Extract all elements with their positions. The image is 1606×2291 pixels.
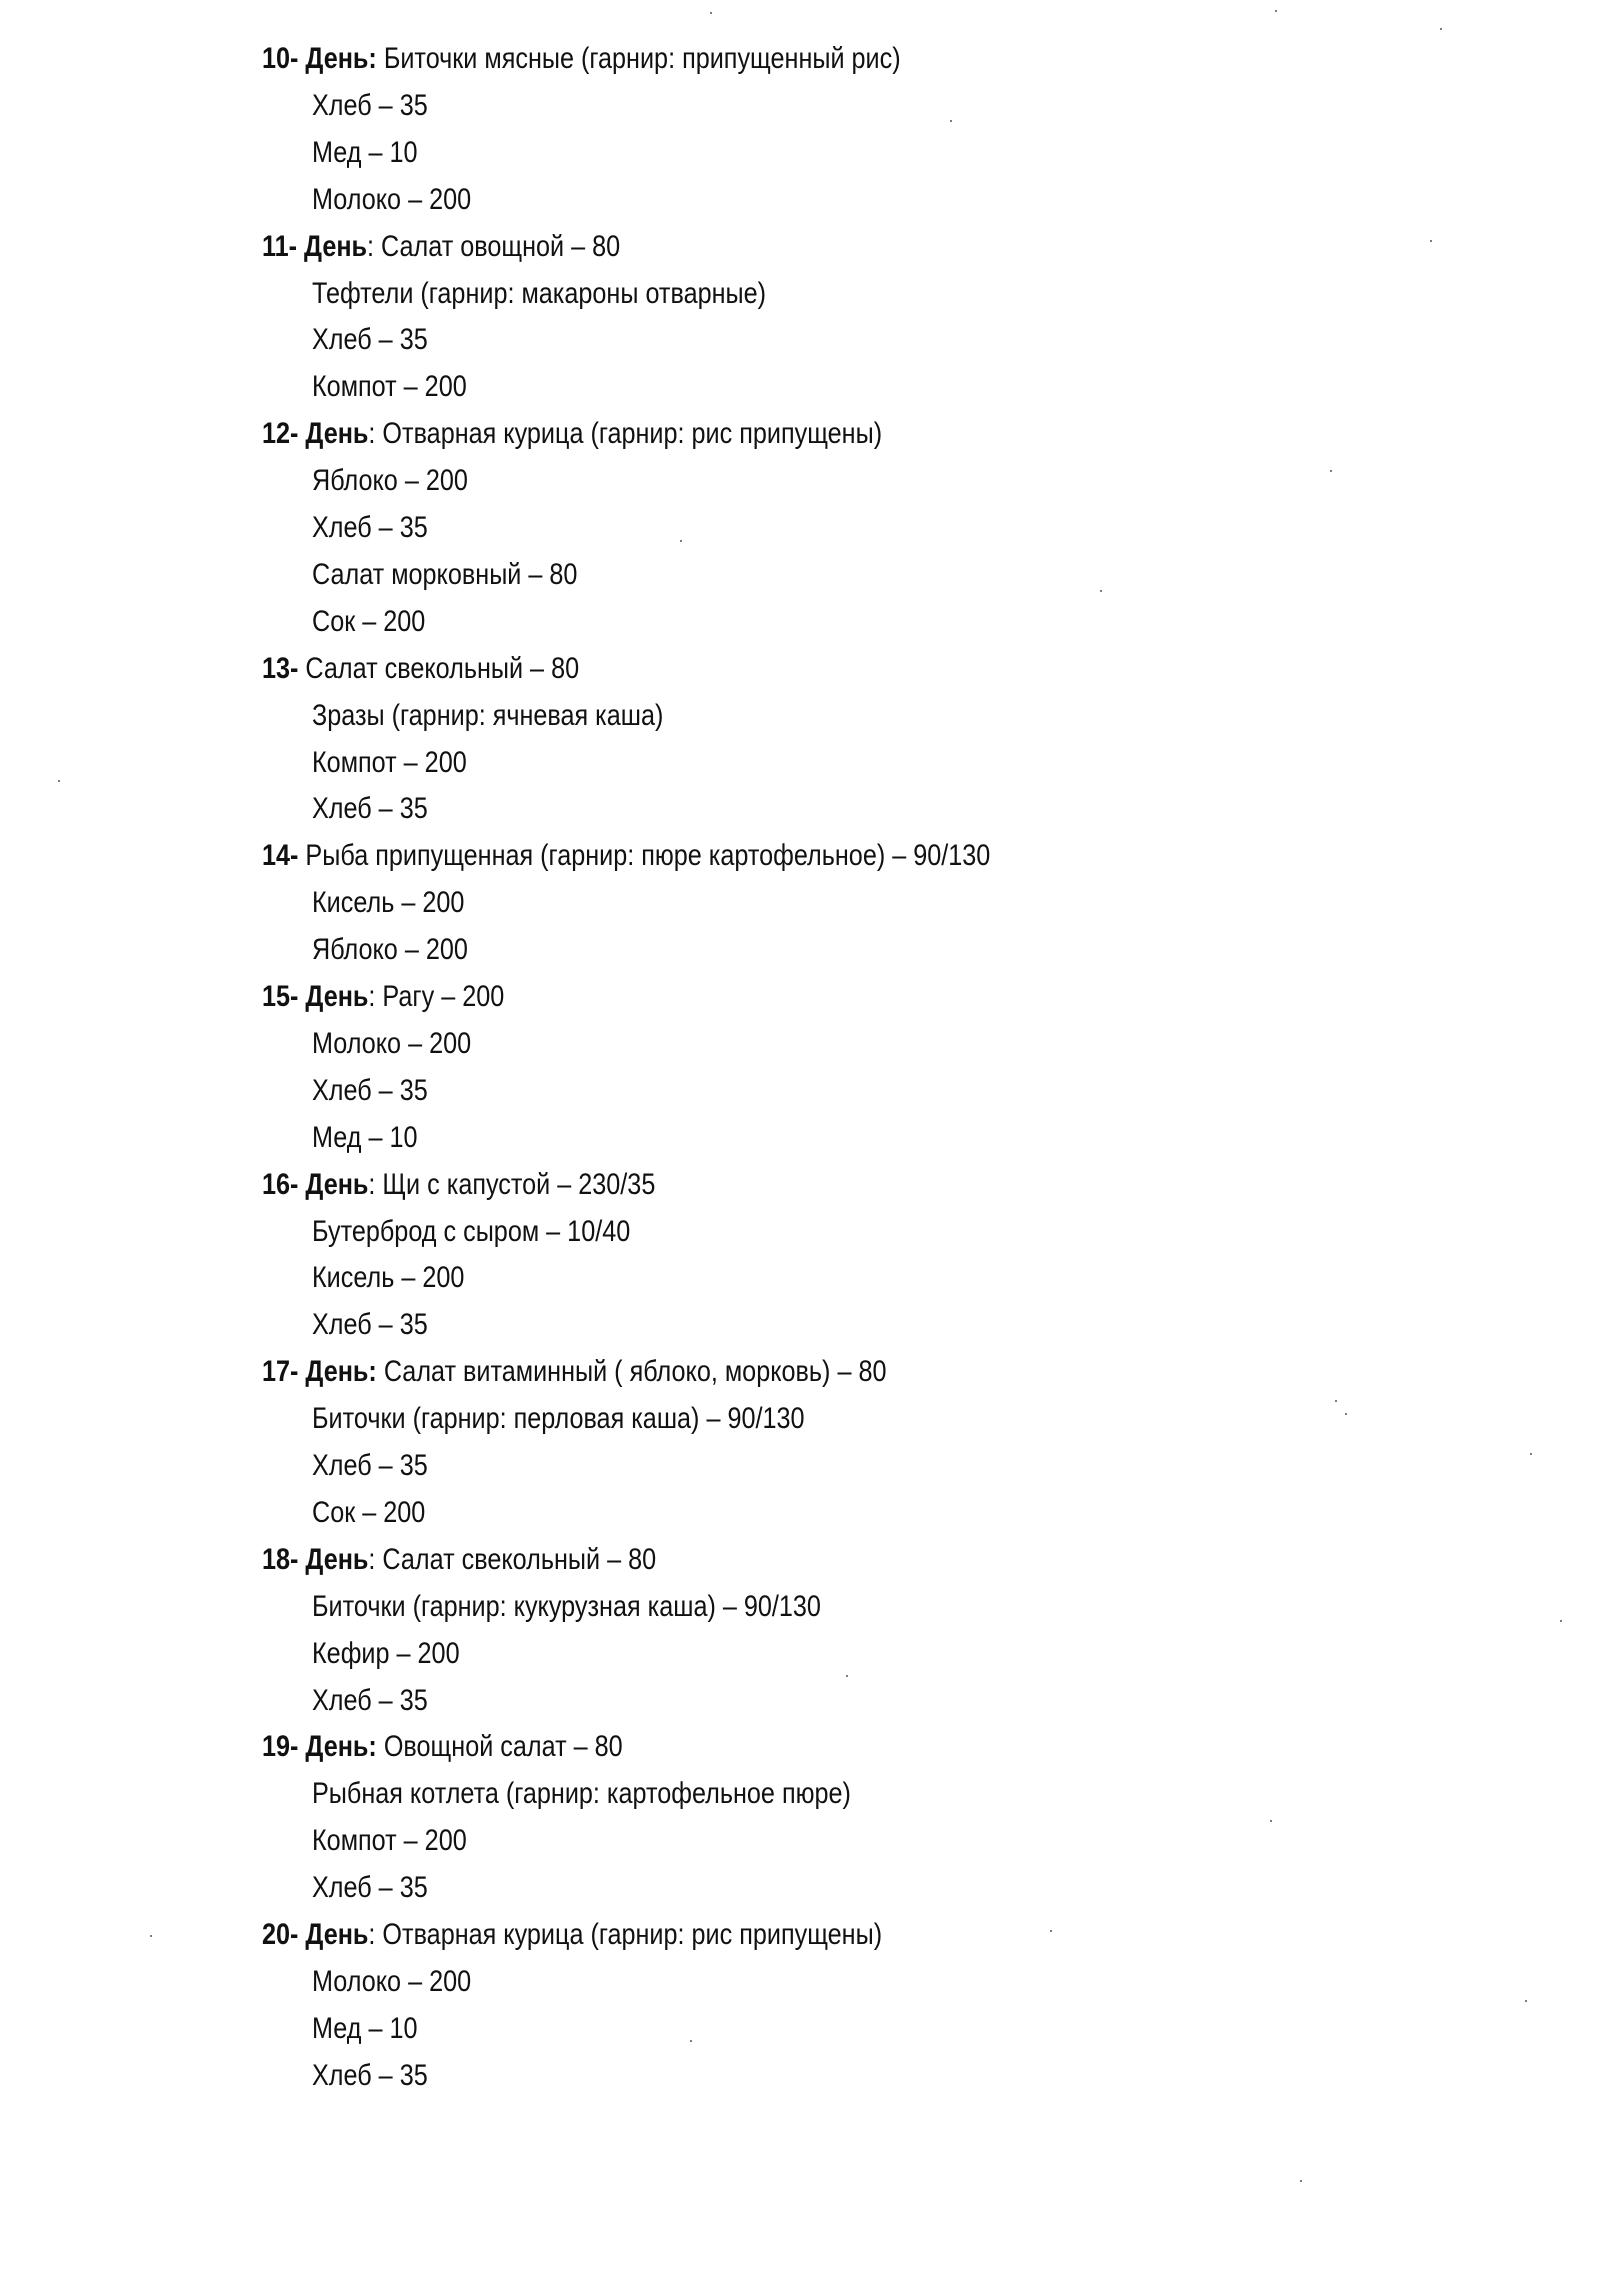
day-heading — [262, 1162, 655, 1208]
day-label: День — [304, 229, 368, 263]
menu-item: Зразы (гарнир: ячневая каша) — [312, 698, 664, 732]
menu-item: Хлеб – 35 — [312, 792, 428, 826]
menu-item: Хлеб – 35 — [312, 1308, 428, 1342]
scan-speck — [1345, 1413, 1347, 1415]
day-number: 18- — [262, 1542, 299, 1576]
scan-speck — [950, 120, 952, 122]
day-number: 16- — [262, 1167, 299, 1201]
menu-item: Сок – 200 — [312, 1495, 426, 1529]
menu-item: Мед – 10 — [312, 2011, 418, 2045]
menu-item: Бутерброд с сыром – 10/40 — [312, 1214, 631, 1248]
main-dish: Биточки мясные (гарнир: припущенный рис) — [376, 42, 901, 75]
menu-item: Хлеб – 35 — [312, 1871, 428, 1905]
menu-item: Компот – 200 — [312, 745, 467, 779]
menu-item: Хлеб – 35 — [312, 1073, 428, 1107]
scan-speck — [1300, 2180, 1302, 2182]
scan-speck — [150, 1935, 152, 1937]
scan-speck — [710, 12, 712, 14]
day-number: 14- — [262, 839, 299, 873]
scan-speck — [58, 780, 60, 782]
scan-speck — [1270, 1820, 1272, 1822]
menu-item: Тефтели (гарнир: макароны отварные) — [312, 276, 767, 310]
day-number: 11- — [262, 229, 298, 263]
scan-speck — [1335, 1400, 1337, 1402]
main-dish: Рыба припущенная (гарнир: пюре картофельное) – 90/130 — [298, 839, 991, 873]
menu-item: Хлеб – 35 — [312, 2058, 428, 2092]
menu-item: Компот – 200 — [312, 1824, 467, 1858]
scan-speck — [690, 2040, 692, 2042]
menu-item: Рыбная котлета (гарнир: картофельное пюре) — [312, 1777, 851, 1811]
scan-speck — [1530, 1453, 1532, 1455]
menu-item: Компот – 200 — [312, 370, 467, 404]
day-number: 13- — [262, 651, 299, 685]
scan-speck — [1430, 240, 1432, 242]
main-dish: : Щи с капустой – 230/35 — [368, 1167, 656, 1201]
menu-item: Сок – 200 — [312, 604, 426, 638]
menu-item: Хлеб – 35 — [312, 511, 428, 544]
day-heading — [262, 1912, 882, 1958]
main-dish: Салат свекольный – 80 — [298, 651, 580, 685]
menu-item: Кисель – 200 — [312, 886, 465, 920]
main-dish: : Рагу – 200 — [368, 980, 505, 1013]
menu-item: Хлеб – 35 — [312, 88, 428, 122]
day-heading — [262, 646, 579, 692]
menu-item: Яблоко – 200 — [312, 933, 468, 967]
day-label: День — [305, 980, 369, 1013]
day-heading — [262, 974, 504, 1020]
menu-item: Биточки (гарнир: перловая каша) – 90/130 — [312, 1402, 805, 1436]
day-label: День — [305, 1918, 369, 1951]
menu-item: Молоко – 200 — [312, 182, 472, 216]
day-label: День: — [305, 42, 377, 75]
scan-speck — [846, 1675, 848, 1677]
menu-item: Молоко – 200 — [312, 1964, 472, 1998]
scan-speck — [1330, 470, 1332, 472]
scan-speck — [1100, 590, 1102, 592]
scan-speck — [1275, 10, 1277, 12]
scan-speck — [1440, 28, 1442, 30]
menu-item: Хлеб – 35 — [312, 1449, 428, 1482]
day-label: День — [305, 1542, 369, 1576]
main-dish: Овощной салат – 80 — [376, 1730, 623, 1764]
day-label: День: — [305, 1355, 377, 1389]
day-number: 12- — [262, 417, 299, 451]
day-heading — [262, 411, 882, 457]
menu-item: Салат морковный – 80 — [312, 557, 578, 591]
day-heading — [262, 1537, 656, 1583]
main-dish: : Салат овощной – 80 — [367, 229, 621, 263]
day-heading — [262, 833, 990, 879]
main-dish: Салат витаминный ( яблоко, морковь) – 80 — [376, 1355, 887, 1389]
scan-speck — [1525, 2000, 1527, 2002]
menu-item: Хлеб – 35 — [312, 323, 428, 357]
day-number: 17- — [262, 1355, 299, 1389]
menu-item: Молоко – 200 — [312, 1026, 472, 1060]
scan-speck — [1050, 1930, 1052, 1932]
day-heading — [262, 1349, 887, 1395]
menu-item: Биточки (гарнир: кукурузная каша) – 90/130 — [312, 1589, 821, 1623]
day-number: 19- — [262, 1730, 299, 1764]
day-heading — [262, 1724, 623, 1770]
day-label: День — [305, 417, 369, 451]
main-dish: : Отварная курица (гарнир: рис припущены) — [368, 1918, 883, 1951]
menu-item: Кефир – 200 — [312, 1636, 460, 1670]
scan-speck — [1560, 1620, 1562, 1622]
menu-item: Мед – 10 — [312, 135, 418, 169]
main-dish: : Салат свекольный – 80 — [368, 1542, 657, 1576]
main-dish: : Отварная курица (гарнир: рис припущены) — [368, 417, 883, 451]
day-number: 15- — [262, 980, 299, 1013]
day-number: 20- — [262, 1918, 299, 1951]
day-heading — [262, 224, 620, 270]
menu-item: Мед – 10 — [312, 1120, 418, 1154]
day-heading — [262, 36, 901, 82]
day-number: 10- — [262, 42, 299, 75]
menu-item: Кисель – 200 — [312, 1261, 465, 1295]
day-label: День: — [305, 1730, 377, 1764]
menu-item: Хлеб – 35 — [312, 1683, 428, 1717]
day-label: День — [305, 1167, 369, 1201]
scan-speck — [680, 540, 682, 542]
menu-item: Яблоко – 200 — [312, 464, 468, 498]
